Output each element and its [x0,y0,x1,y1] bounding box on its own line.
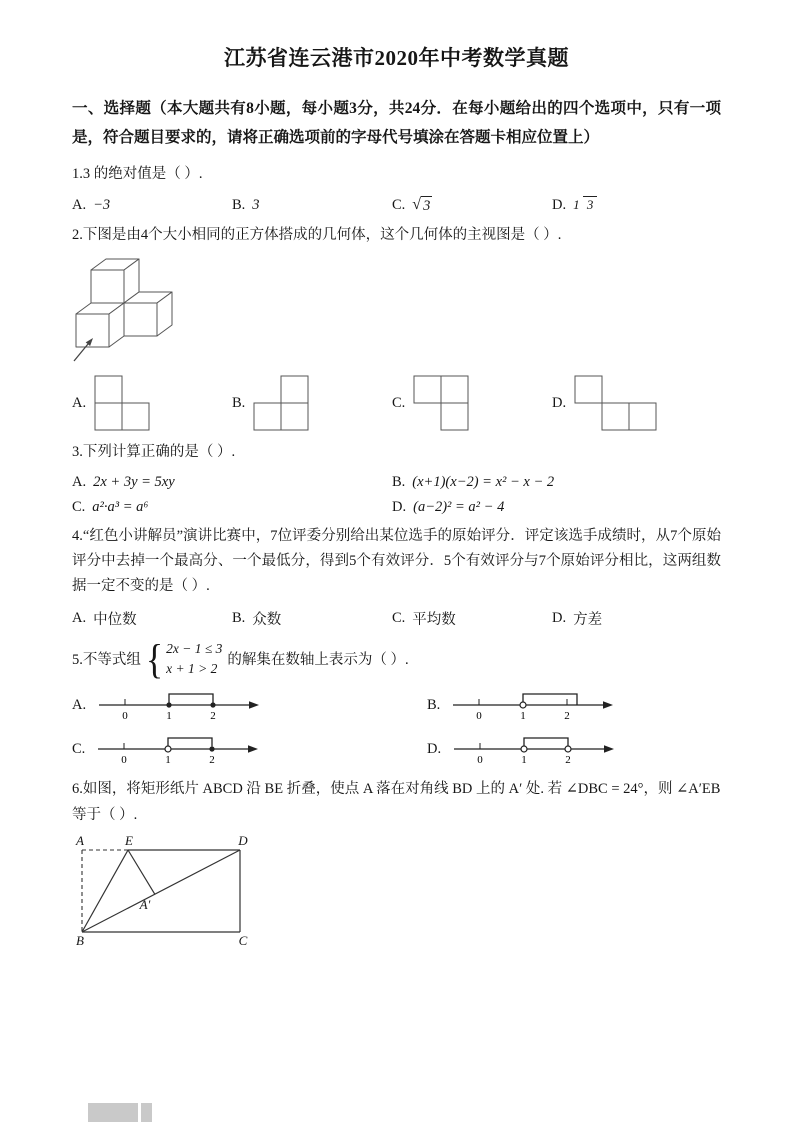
tick-label: 0 [476,710,483,723]
system-brace: { [145,635,164,682]
axis-arrowhead-icon [248,745,258,753]
q6-rectangle-figure [72,834,721,948]
q1-option-d-value [573,197,597,213]
q1-stem: 1.3 的绝对值是（ ）. [72,166,203,183]
fraction-numerator: 1 [573,197,580,213]
q3-option-c-value: a²·a³ = a⁶ [92,498,149,515]
q5-options-row-1 [72,685,721,725]
tick-label: 1 [165,754,172,767]
cube-front-left [76,303,124,347]
closed-endpoint [210,747,215,752]
open-endpoint [565,746,571,752]
section-header: 一、选择题（本大题共有8小题，每小题3分，共24分．在每小题给出的四个选项中，只有一项是，符合题目要求的，请将正确选项前的字母代号填涂在答题卡相应位置上） [72,100,721,147]
axis-arrowhead-icon [604,745,614,753]
tick-label: 0 [477,754,483,767]
q2-option-d-figure [573,374,658,432]
solution-segment [523,694,577,705]
q4-option-c-label: C. [392,609,406,626]
q5-option-d-numberline [450,729,618,769]
tick-label: 1 [166,710,172,723]
tick-label: 2 [209,754,216,767]
axis-arrowhead-icon [249,701,259,709]
q1-options [72,196,721,215]
q2-option-a-figure [93,374,151,432]
q4-option-b [232,608,392,629]
q1-option-b [232,196,392,215]
tick-label: 0 [122,710,128,723]
segment-EA-prime [128,850,155,894]
q3-option-c [72,499,392,516]
q3-option-d-value: (a−2)² = a² − 4 [413,498,505,515]
q1-option-c-label: C. [392,196,406,213]
q4-option-c [392,608,552,629]
q4-option-a [72,608,232,629]
q1-option-a-label: A. [72,196,87,213]
tick-label: 0 [121,754,128,767]
open-endpoint [165,746,171,752]
next-page-figure-fragment [88,1103,152,1122]
tick-label: 1 [521,754,527,767]
q2-option-b-label: B. [232,394,246,411]
q5-stem-suffix: 的解集在数轴上表示为（ ）. [227,652,409,669]
q5-option-b-label: B. [427,696,441,713]
solution-segment [524,738,568,746]
q5-option-b-numberline [449,685,617,725]
q1-option-b-value: 3 [252,196,260,213]
q2-stem: 2.下图是由4个大小相同的正方体搭成的几何体，这个几何体的主视图是（ ）. [72,226,562,243]
q3-stem: 3.下列计算正确的是（ ）. [72,444,236,461]
cube-back-top [91,259,139,303]
folded-rectangle-figure [72,834,262,948]
q1-option-c [392,196,552,215]
solution-segment [168,738,212,746]
q5-option-d [427,729,618,769]
q2-option-c-label: C. [392,394,406,411]
label-D: D [238,833,248,848]
q5-option-a-numberline [95,685,263,725]
closed-endpoint [211,703,216,708]
q5-options-row-2 [72,729,721,769]
q4-stem: 4.“红色小讲解员”演讲比赛中，7位评委分别给出某位选手的原始评分．评定该选手成绩时，从7个原始评分中去掉一个最高分、一个最低分，得到5个有效评分．5个有效评分与7个原始评分相比，这两组数据一定不变的是（ ）. [72,527,721,595]
q3-options-row-2 [72,499,721,516]
q4-option-d [552,608,602,629]
q2-option-c-figure [412,374,470,432]
cube-back-right [124,292,172,336]
q2-option-b-figure [252,374,310,432]
page-title: 江苏省连云港市2020年中考数学真题 [224,46,569,70]
q3-option-c-label: C. [72,498,86,515]
q2-option-c [392,374,552,432]
tick-label: 2 [565,754,571,767]
label-E: E [125,833,133,848]
tick-label: 1 [520,710,527,723]
q4-options [72,608,721,629]
q5-stem [72,635,721,682]
q5-option-d-label: D. [427,740,442,757]
q3-option-d-label: D. [392,498,407,515]
radicand: 3 [423,197,431,214]
q3-option-d [392,499,504,516]
q4-option-b-label: B. [232,609,246,626]
diagonal-BD [82,850,240,932]
q1-option-d [552,196,597,215]
q2-option-a [72,374,232,432]
q2-options [72,374,721,432]
q5-option-b [427,685,617,725]
rectangle-edges [82,850,240,932]
system-line-1: 2x − 1 ≤ 3 [166,640,223,656]
q2-option-d [552,374,658,432]
solution-segment [169,694,213,705]
label-C: C [238,932,248,948]
q2-option-b [232,374,392,432]
q3-options-row-1 [72,474,721,491]
axis-arrowhead-icon [603,701,613,709]
tick-label: 2 [210,710,216,723]
q3-option-a-label: A. [72,473,87,490]
q2-option-d-label: D. [552,394,567,411]
open-endpoint [520,702,526,708]
q3-option-a [72,474,392,491]
q3-option-a-value: 2x + 3y = 5xy [93,473,175,490]
q4-option-b-value: 众数 [252,611,282,628]
closed-endpoint [167,703,172,708]
q3-option-b-label: B. [392,473,406,490]
q3-option-b [392,474,554,491]
tick-label: 2 [564,710,571,723]
q4-option-a-label: A. [72,609,87,626]
q2-option-a-label: A. [72,394,87,411]
inequality-system [145,635,223,682]
q4-option-d-value: 方差 [573,611,603,628]
fragment-cell [88,1103,138,1122]
label-B: B [76,932,84,948]
q3-option-b-value: (x+1)(x−2) = x² − x − 2 [412,473,555,490]
q4-option-c-value: 平均数 [412,611,456,628]
q1-option-b-label: B. [232,196,246,213]
q5-option-a-label: A. [72,696,87,713]
q4-option-a-value: 中位数 [93,611,137,628]
q1-option-d-label: D. [552,196,567,213]
q5-stem-prefix: 5.不等式组 [72,652,141,669]
q1-option-a [72,196,232,215]
fragment-cell [141,1103,152,1122]
q1-option-c-value [412,196,432,215]
q1-option-a-value: −3 [93,196,111,213]
fraction-denominator: 3 [583,196,598,212]
q6-stem: 6.如图，将矩形纸片 ABCD 沿 BE 折叠，使点 A 落在对角线 BD 上的 A′ 处. 若 ∠DBC = 24°，则 ∠A′EB 等于（ ）. [72,781,721,823]
radical-sign: √ [412,195,422,213]
q4-option-d-label: D. [552,609,567,626]
q5-option-c [72,729,427,769]
q5-option-a [72,685,427,725]
isometric-cubes-figure [72,254,192,366]
label-A-prime: A′ [139,896,151,912]
label-A: A [76,833,84,848]
q5-option-c-label: C. [72,740,86,757]
q2-cubes-figure [72,254,721,366]
system-lines [163,639,222,680]
system-line-2: x + 1 > 2 [166,660,218,676]
open-endpoint [521,746,527,752]
q5-option-c-numberline [94,729,262,769]
